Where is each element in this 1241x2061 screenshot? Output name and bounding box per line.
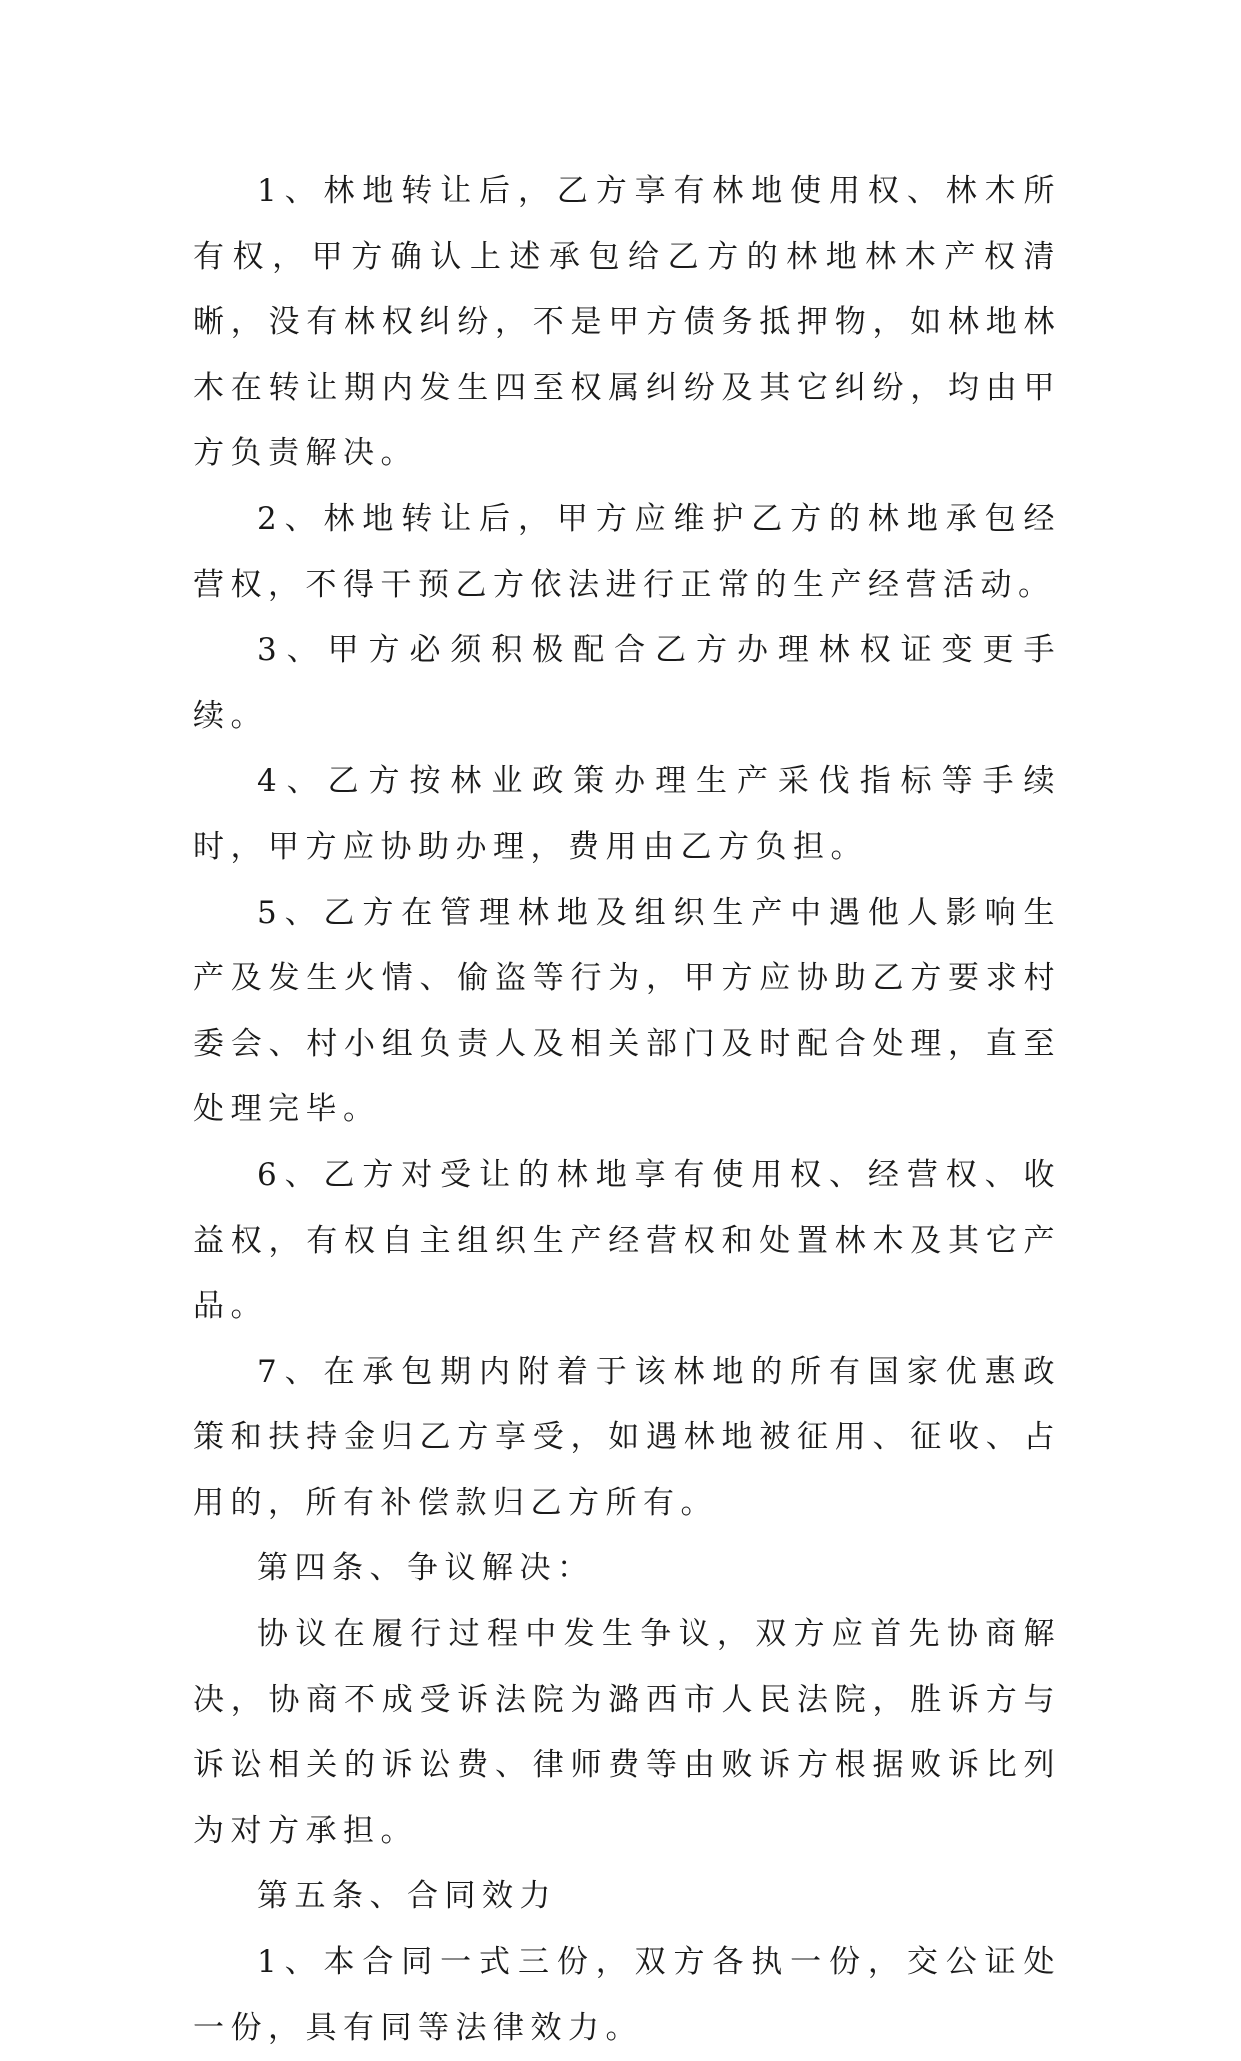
clause-1-paragraph: 1、林地转让后，乙方享有林地使用权、林木所有权，甲方确认上述承包给乙方的林地林木产权清晰，没有林权纠纷，不是甲方债务抵押物，如林地林木在转让期内发生四至权属纠纷及其它纠纷，均由甲方负责解决。 (193, 173, 1061, 472)
article-5-heading: 第五条、合同效力 (257, 1878, 557, 1915)
clause-3-paragraph: 3、甲方必须积极配合乙方办理林权证变更手续。 (193, 632, 1061, 734)
clause-4-paragraph: 4、乙方按林业政策办理生产采伐指标等手续时，甲方应协助办理，费用由乙方负担。 (193, 763, 1061, 865)
clause-6-paragraph: 6、乙方对受让的林地享有使用权、经营权、收益权，有权自主组织生产经营权和处置林木及其它产品。 (193, 1156, 1061, 1325)
clause-7-paragraph: 7、在承包期内附着于该林地的所有国家优惠政策和扶持金归乙方享受，如遇林地被征用、征收、占用的，所有补偿款归乙方所有。 (193, 1353, 1061, 1521)
clause-2-paragraph: 2、林地转让后，甲方应维护乙方的林地承包经营权，不得干预乙方依法进行正常的生产经营活动。 (193, 500, 1061, 603)
contract-copies-paragraph: 1、本合同一式三份，双方各执一份，交公证处一份，具有同等法律效力。 (193, 1944, 1061, 2046)
article-4-heading: 第四条、争议解决： (257, 1550, 595, 1587)
dispute-resolution-paragraph: 协议在履行过程中发生争议，双方应首先协商解决，协商不成受诉法院为潞西市人民法院，胜诉方与诉讼相关的诉讼费、律师费等由败诉方根据败诉比列为对方承担。 (193, 1616, 1061, 1849)
clause-5-paragraph: 5、乙方在管理林地及组织生产中遇他人影响生产及发生火情、偷盗等行为，甲方应协助乙方要求村委会、村小组负责人及相关部门及时配合处理，直至处理完毕。 (193, 894, 1061, 1128)
document-body (193, 159, 1061, 2061)
